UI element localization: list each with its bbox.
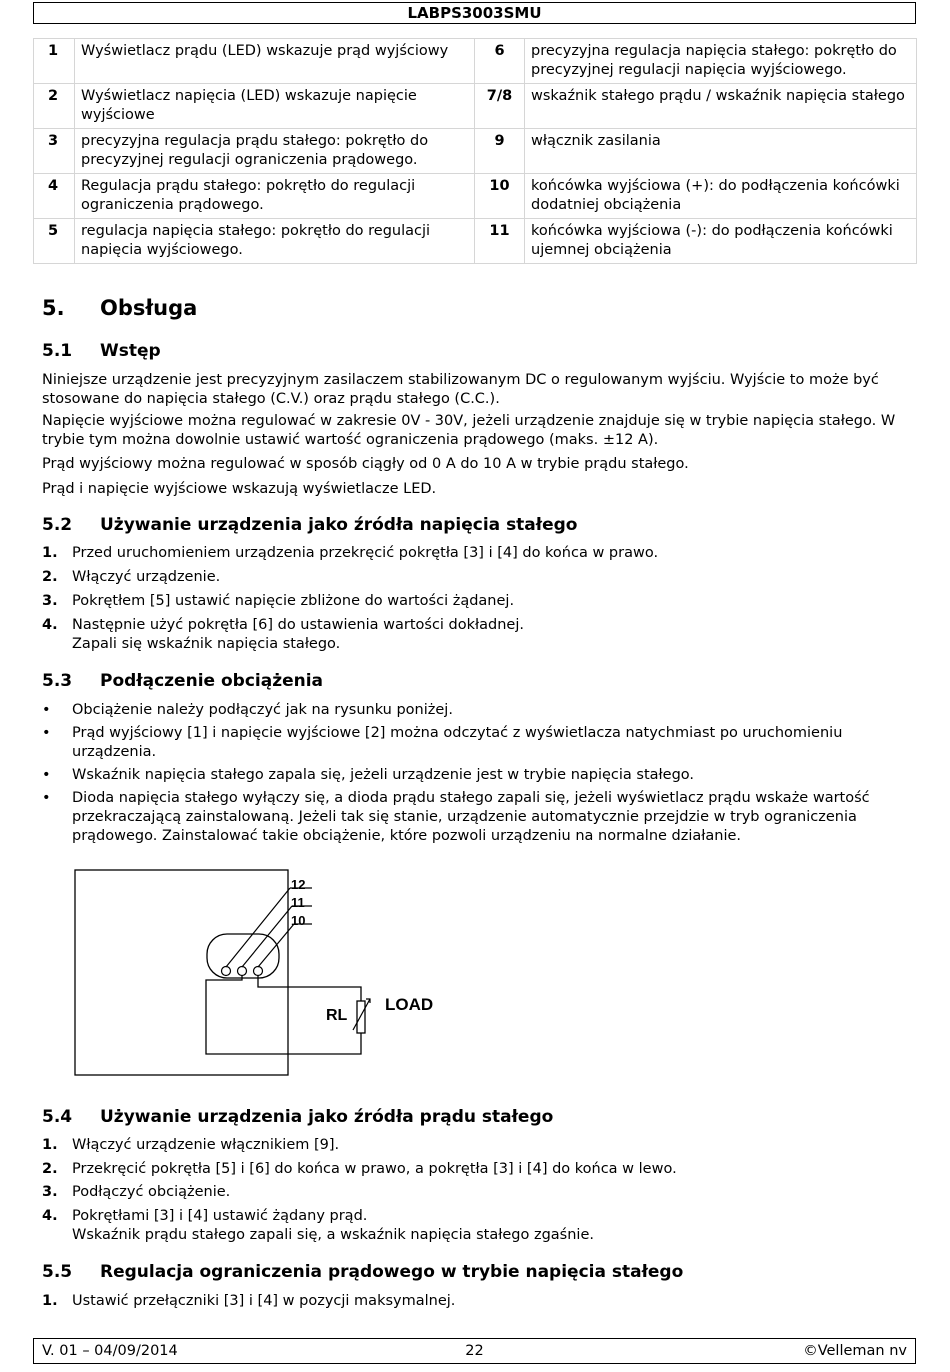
- subsection-number: 5.4: [42, 1107, 73, 1127]
- list-item: [42, 1160, 912, 1179]
- section-heading: [42, 296, 197, 320]
- footer-page-number: 22: [465, 1343, 484, 1359]
- step-text: Ustawić przełączniki [3] i [4] w pozycji maksymalnej.: [72, 1293, 456, 1309]
- subsection-number: 5.5: [42, 1262, 73, 1282]
- list-item: [42, 789, 912, 846]
- step-number: 4.: [42, 1208, 58, 1224]
- bullet-text: Wskaźnik napięcia stałego zapala się, jeżeli urządzenie jest w trybie napięcia stałego.: [72, 767, 695, 783]
- legend-text: precyzyjna regulacja prądu stałego: pokrętło do precyzyjnej regulacji ograniczenia prądowego.: [75, 129, 475, 174]
- step-text-line2: Wskaźnik prądu stałego zapali się, a wskaźnik napięcia stałego zgaśnie.: [72, 1227, 594, 1243]
- bullet-text: Prąd wyjściowy [1] i napięcie wyjściowe [2] można odczytać z wyświetlacza natychmiast po uruchomieniu urządzenia.: [72, 725, 843, 760]
- step-text: Włączyć urządzenie włącznikiem [9].: [72, 1137, 340, 1153]
- wire-positive: [258, 976, 361, 1001]
- legend-text: końcówka wyjściowa (+): do podłączenia końcówki dodatniej obciążenia: [525, 174, 917, 219]
- subsection-title: Regulacja ograniczenia prądowego w trybie napięcia stałego: [100, 1262, 684, 1282]
- legend-num: 6: [475, 39, 525, 84]
- list-item: [42, 616, 912, 654]
- legend-num: 2: [34, 84, 75, 129]
- bullet-icon: •: [42, 702, 51, 718]
- subsection-title: Używanie urządzenia jako źródła prądu stałego: [100, 1107, 554, 1127]
- legend-num: 7/8: [475, 84, 525, 129]
- legend-num: 3: [34, 129, 75, 174]
- terminal-12-icon: [222, 967, 231, 976]
- subsection-heading: [42, 1107, 553, 1127]
- legend-text: regulacja napięcia stałego: pokrętło do regulacji napięcia wyjściowego.: [75, 219, 475, 264]
- subsection-heading: [42, 1262, 683, 1282]
- list-item: [42, 1183, 912, 1202]
- subsection-heading: [42, 671, 323, 691]
- subsection-heading: [42, 341, 161, 361]
- footer-version: V. 01 – 04/09/2014: [42, 1343, 178, 1359]
- subsection-heading: [42, 515, 577, 535]
- legend-text: Wyświetlacz napięcia (LED) wskazuje napięcie wyjściowe: [75, 84, 475, 129]
- step-text-line2: Zapali się wskaźnik napięcia stałego.: [72, 636, 341, 652]
- table-row: [34, 39, 917, 84]
- leader-line-12: [226, 888, 290, 967]
- bullet-text: Obciążenie należy podłączyć jak na rysunku poniżej.: [72, 702, 453, 718]
- legend-text: Wyświetlacz prądu (LED) wskazuje prąd wyjściowy: [75, 39, 475, 84]
- table-row: [34, 174, 917, 219]
- paragraph: Napięcie wyjściowe można regulować w zakresie 0V - 30V, jeżeli urządzenie znajduje się w trybie napięcia stałego. W trybie tym można dowolnie ustawić wartość ograniczenia prądowego (maks. ±12 A).: [42, 413, 896, 448]
- step-text: Przed uruchomieniem urządzenia przekręcić pokrętła [3] i [4] do końca w prawo.: [72, 545, 659, 561]
- terminal-10-icon: [254, 967, 263, 976]
- list-item: [42, 1292, 912, 1311]
- legend-text: wskaźnik stałego prądu / wskaźnik napięcia stałego: [525, 84, 917, 129]
- paragraph: Prąd i napięcie wyjściowe wskazują wyświetlacze LED.: [42, 481, 437, 497]
- step-number: 1.: [42, 1293, 58, 1309]
- leader-line-11: [242, 906, 292, 967]
- legend-num: 5: [34, 219, 75, 264]
- subsection-number: 5.2: [42, 515, 73, 535]
- list-item: [42, 724, 912, 762]
- table-row: [34, 84, 917, 129]
- legend-num: 11: [475, 219, 525, 264]
- subsection-title: Podłączenie obciążenia: [100, 671, 324, 691]
- step-text: Podłączyć obciążenie.: [72, 1184, 231, 1200]
- subsection-title: Używanie urządzenia jako źródła napięcia stałego: [100, 515, 578, 535]
- legend-table: [33, 38, 917, 264]
- terminal-11-icon: [238, 967, 247, 976]
- legend-num: 1: [34, 39, 75, 84]
- section-title: Obsługa: [100, 296, 198, 320]
- subsection-title: Wstęp: [100, 341, 161, 361]
- bullet-icon: •: [42, 767, 51, 783]
- step-number: 2.: [42, 569, 58, 585]
- footer-copyright: ©Velleman nv: [803, 1343, 907, 1359]
- list-item: [42, 1207, 912, 1245]
- legend-num: 10: [475, 174, 525, 219]
- table-row: [34, 219, 917, 264]
- legend-num: 9: [475, 129, 525, 174]
- subsection-number: 5.3: [42, 671, 73, 691]
- label-rl: RL: [326, 1007, 348, 1024]
- section-number: 5.: [42, 296, 65, 320]
- paragraph: Niniejsze urządzenie jest precyzyjnym zasilaczem stabilizowanym DC o regulowanym wyjściu. Wyjście to może być stosowane do napięcia stałego (C.V.) oraz prądu stałego (C.C.).: [42, 372, 879, 407]
- label-10: 10: [291, 913, 306, 928]
- legend-text: Regulacja prądu stałego: pokrętło do regulacji ograniczenia prądowego.: [75, 174, 475, 219]
- step-text: Pokrętłem [5] ustawić napięcie zbliżone do wartości żądanej.: [72, 593, 515, 609]
- list-item: [42, 544, 912, 563]
- list-item: [42, 1136, 912, 1155]
- step-text: Przekręcić pokrętła [5] i [6] do końca w prawo, a pokrętła [3] i [4] do końca w lewo.: [72, 1161, 677, 1177]
- legend-text: końcówka wyjściowa (-): do podłączenia końcówki ujemnej obciążenia: [525, 219, 917, 264]
- bullet-icon: •: [42, 790, 51, 806]
- table-row: [34, 129, 917, 174]
- load-resistor-icon: [357, 1001, 365, 1033]
- load-connection-diagram: [74, 868, 374, 1080]
- step-number: 1.: [42, 545, 58, 561]
- list-item: [42, 766, 912, 785]
- bullet-text: Dioda napięcia stałego wyłączy się, a dioda prądu stałego zapali się, jeżeli wyświetlacz prądu wskaże wartość przekraczającą zainstalowaną. Jeżeli tak się stanie, urządzenie automatycznie przejdzie w tryb ograniczenia prądowego. Zainstalować takie obciążenie, które pozwoli urządzeniu na normalne działanie.: [72, 790, 870, 844]
- step-text: Pokrętłami [3] i [4] ustawić żądany prąd.: [72, 1208, 368, 1224]
- paragraph: Prąd wyjściowy można regulować w sposób ciągły od 0 A do 10 A w trybie prądu stałego.: [42, 456, 689, 472]
- label-12: 12: [291, 877, 306, 892]
- legend-text: włącznik zasilania: [525, 129, 917, 174]
- label-11: 11: [291, 895, 305, 910]
- list-item: [42, 568, 912, 587]
- bullet-icon: •: [42, 725, 51, 741]
- step-text: Włączyć urządzenie.: [72, 569, 221, 585]
- step-number: 2.: [42, 1161, 58, 1177]
- list-item: [42, 592, 912, 611]
- legend-text: precyzyjna regulacja napięcia stałego: pokrętło do precyzyjnej regulacji napięcia wyjściowego.: [525, 39, 917, 84]
- step-number: 3.: [42, 1184, 58, 1200]
- step-number: 1.: [42, 1137, 58, 1153]
- legend-num: 4: [34, 174, 75, 219]
- step-number: 4.: [42, 617, 58, 633]
- subsection-number: 5.1: [42, 341, 73, 361]
- label-load-text: LOAD: [385, 995, 434, 1014]
- list-item: [42, 701, 912, 720]
- step-number: 3.: [42, 593, 58, 609]
- page-footer: [33, 1338, 916, 1364]
- step-text: Następnie użyć pokrętła [6] do ustawienia wartości dokładnej.: [72, 617, 524, 633]
- page-header: LABPS3003SMU: [33, 2, 916, 24]
